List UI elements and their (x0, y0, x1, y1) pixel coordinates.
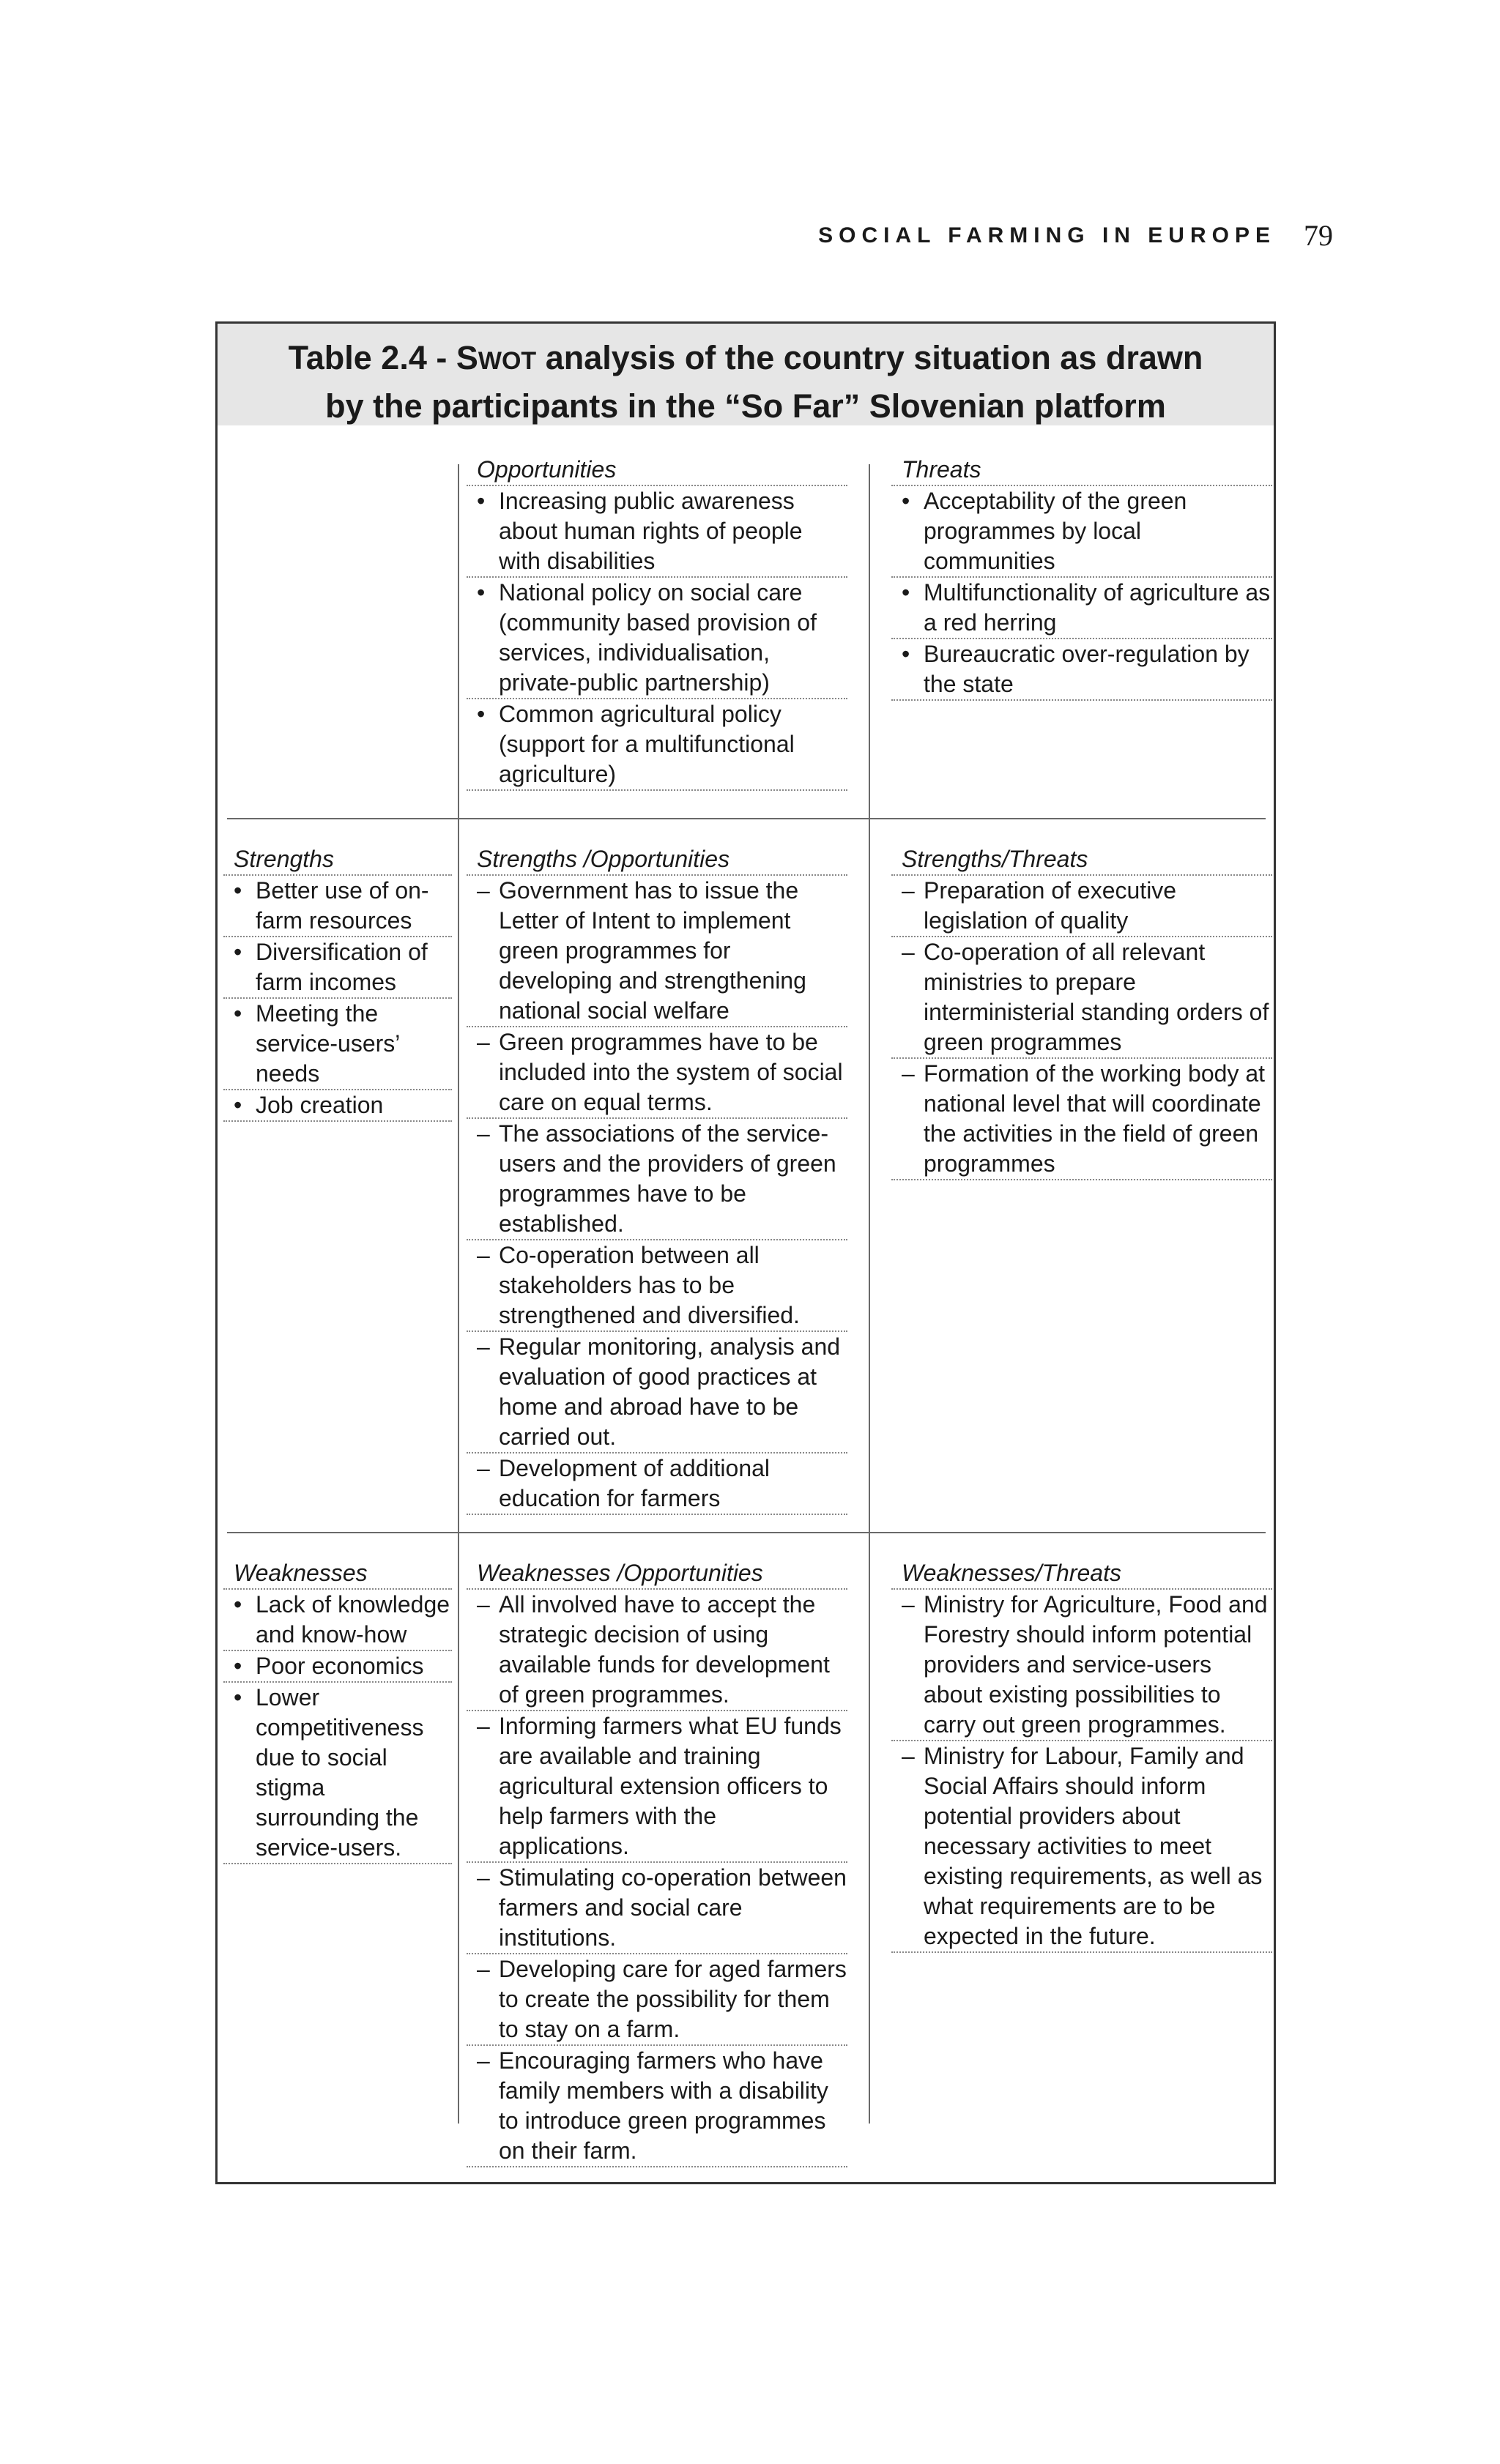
strengths-threats-title: Strengths/Threats (891, 844, 1272, 876)
weaknesses-cell (223, 1558, 452, 1864)
list-item: – Government has to issue the Letter of Intent to implement green programmes for developing and strengthening national social welfare (467, 876, 847, 1027)
list-item: • Increasing public awareness about human rights of people with disabilities (467, 486, 847, 578)
list-item: • Multifunctionality of agriculture as a red herring (891, 578, 1272, 639)
list-item: – Developing care for aged farmers to create the possibility for them to stay on a farm. (467, 1954, 847, 2046)
page-number: 79 (1304, 219, 1333, 252)
list-item: – Co-operation between all stakeholders has to be strengthened and diversified. (467, 1240, 847, 1332)
list-item: – Development of additional education for farmers (467, 1454, 847, 1515)
list-item: – Regular monitoring, analysis and evaluation of good practices at home and abroad have to be carried out. (467, 1332, 847, 1454)
weaknesses-threats-cell (891, 1558, 1272, 1953)
threats-title: Threats (891, 455, 1272, 486)
list-item: – Green programmes have to be included into the system of social care on equal terms. (467, 1027, 847, 1119)
strengths-opportunities-cell (467, 844, 847, 1515)
weaknesses-title: Weaknesses (223, 1558, 452, 1590)
list-item: • Acceptability of the green programmes by local communities (891, 486, 1272, 578)
weaknesses-opportunities-cell (467, 1558, 847, 2167)
list-item: • Diversification of farm incomes (223, 937, 452, 999)
list-item: – Encouraging farmers who have family members with a disability to introduce green programmes on their farm. (467, 2046, 847, 2167)
strengths-threats-cell (891, 844, 1272, 1180)
opportunities-title: Opportunities (467, 455, 847, 486)
list-item: – All involved have to accept the strategic decision of using available funds for development of green programmes. (467, 1590, 847, 1711)
list-item: – Co-operation of all relevant ministries to prepare interministerial standing orders of green programmes (891, 937, 1272, 1059)
strengths-cell (223, 844, 452, 1122)
column-divider-1 (458, 464, 459, 2124)
list-item: – The associations of the service-users and the providers of green programmes have to be established. (467, 1119, 847, 1240)
list-item: – Preparation of executive legislation of quality (891, 876, 1272, 937)
strengths-opportunities-title: Strengths /Opportunities (467, 844, 847, 876)
column-divider-2 (869, 464, 870, 2124)
list-item: • Bureaucratic over-regulation by the state (891, 639, 1272, 701)
list-item: • Better use of on-farm resources (223, 876, 452, 937)
list-item: • Meeting the service-users’ needs (223, 999, 452, 1090)
weaknesses-threats-title: Weaknesses/Threats (891, 1558, 1272, 1590)
list-item: • Common agricultural policy (support for a multifunctional agriculture) (467, 699, 847, 791)
caption-line-1: Table 2.4 - SWOT analysis of the country situation as drawn (288, 339, 1203, 376)
list-item: – Formation of the working body at national level that will coordinate the activities in the field of green programmes (891, 1059, 1272, 1180)
list-item: • Poor economics (223, 1651, 452, 1683)
row-divider-1 (227, 818, 1266, 819)
list-item: – Stimulating co-operation between farmers and social care institutions. (467, 1863, 847, 1954)
list-item: • Lack of knowledge and know-how (223, 1590, 452, 1651)
swot-table (215, 321, 1276, 2184)
list-item: • Job creation (223, 1090, 452, 1122)
row-divider-2 (227, 1532, 1266, 1533)
running-title: SOCIAL FARMING IN EUROPE (818, 223, 1276, 247)
caption-line-2: by the participants in the “So Far” Slovenian platform (325, 387, 1166, 425)
table-caption (218, 324, 1274, 425)
list-item: – Ministry for Agriculture, Food and Forestry should inform potential providers and service-users about existing possibilities to carry out green programmes. (891, 1590, 1272, 1741)
opportunities-cell (467, 455, 847, 791)
list-item: • Lower competitiveness due to social stigma surrounding the service-users. (223, 1683, 452, 1864)
weaknesses-opportunities-title: Weaknesses /Opportunities (467, 1558, 847, 1590)
list-item: – Informing farmers what EU funds are available and training agricultural extension officers to help farmers with the applications. (467, 1711, 847, 1863)
list-item: • National policy on social care (community based provision of services, individualisation, private-public partnership) (467, 578, 847, 699)
list-item: – Ministry for Labour, Family and Social Affairs should inform potential providers about necessary activities to meet existing requirements, as well as what requirements are to be expected in the future. (891, 1741, 1272, 1953)
threats-cell (891, 455, 1272, 701)
strengths-title: Strengths (223, 844, 452, 876)
